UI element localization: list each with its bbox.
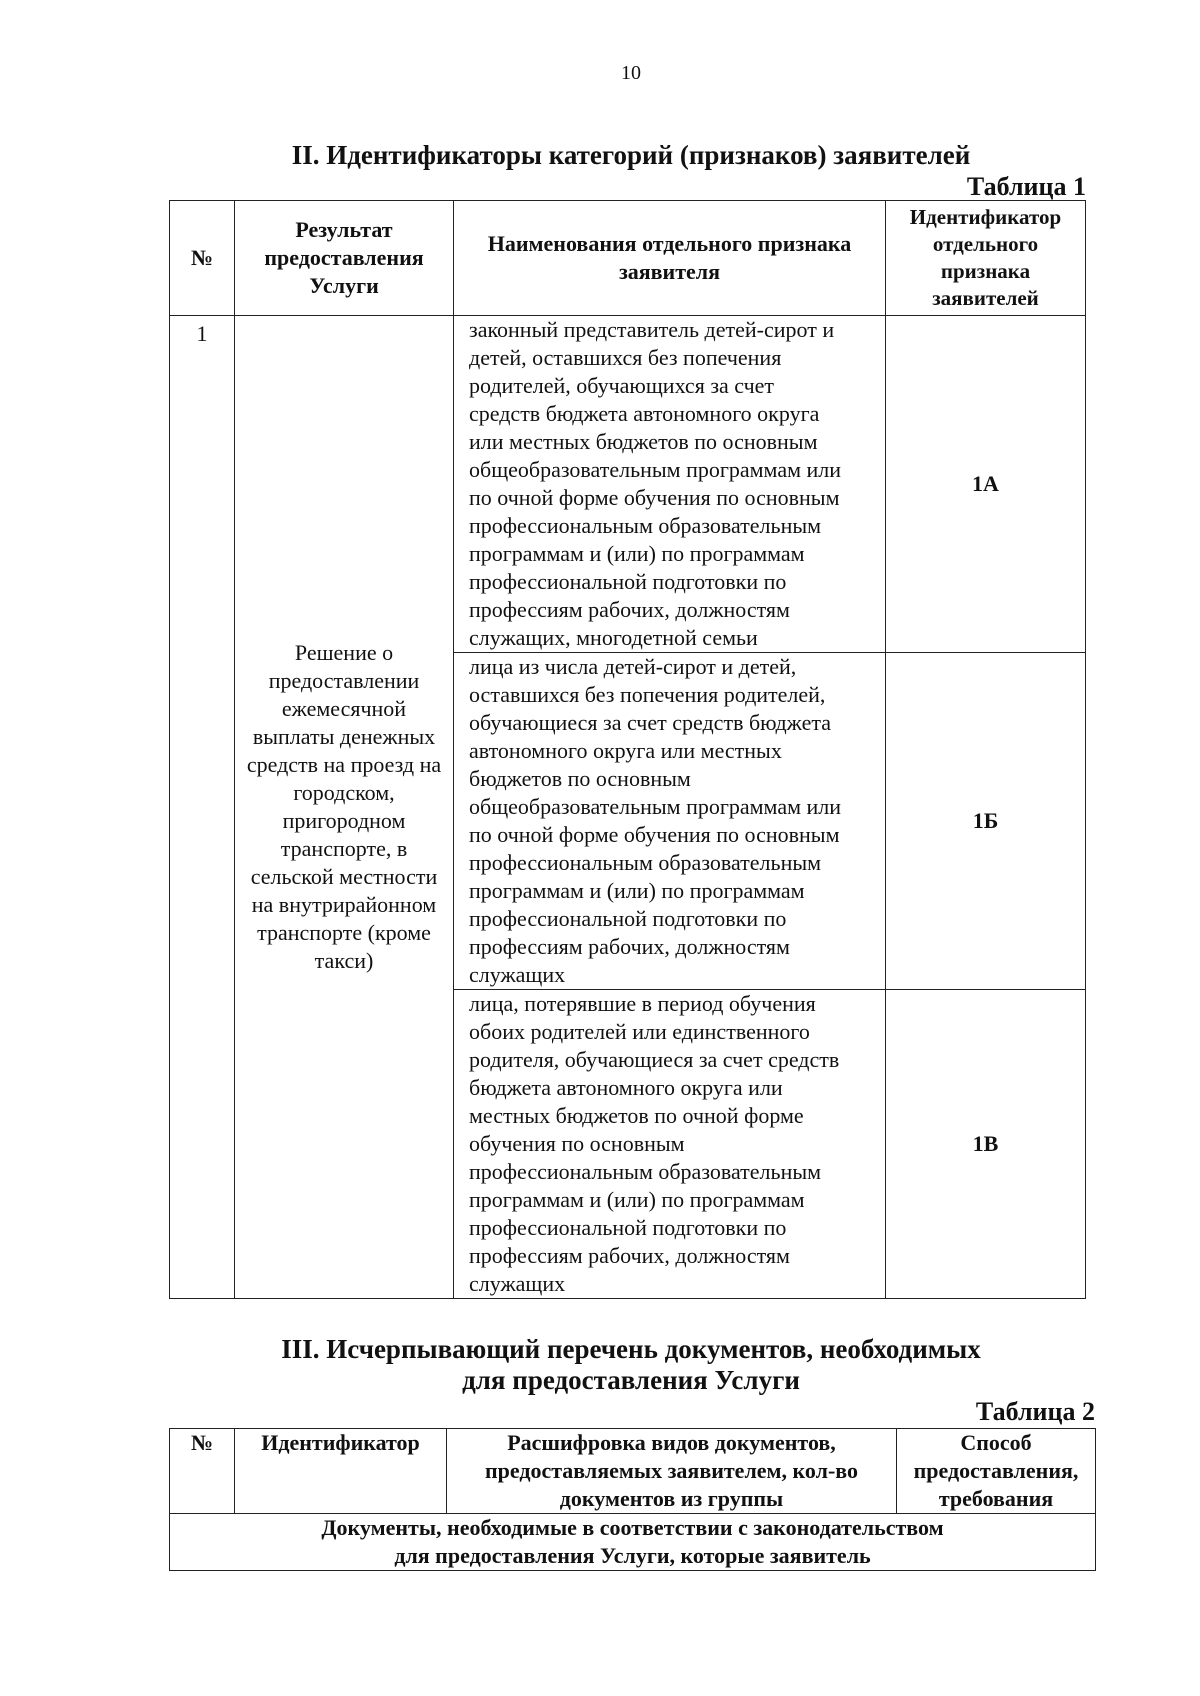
- header-attribute: Наименования отдельного признака заявителя: [454, 201, 886, 316]
- applicant-category-table: [169, 200, 1086, 1299]
- attribute-cell: законный представитель детей-сирот и детей, оставшихся без попечения родителей, обучающихся за счет средств бюджета автономного округа или местных бюджетов по основным общеобразовательным программам или по очной форме обучения по основным профессиональным образовательным программам и (или) по программам профессиональной подготовки по профессиям рабочих, должностям служащих, многодетной семьи: [454, 316, 886, 653]
- table-2-header-row: [170, 1429, 1096, 1514]
- header-num: №: [170, 201, 235, 316]
- page-number: 10: [621, 62, 641, 84]
- section-3-title: III. Исчерпывающий перечень документов, необходимых для предоставления Услуги: [281, 1334, 981, 1395]
- table-2-caption: Таблица 2: [975, 1397, 1095, 1426]
- header-identifier: Идентификатор: [235, 1429, 447, 1514]
- table-1-header-row: [170, 201, 1086, 316]
- attribute-cell: лица из числа детей-сирот и детей, оставшихся без попечения родителей, обучающиеся за счет средств бюджета автономного округа или местных бюджетов по основным общеобразовательным программам или по очной форме обучения по основным профессиональным образовательным программам и (или) по программам профессиональной подготовки по профессиям рабочих, должностям служащих: [454, 653, 886, 990]
- header-num: №: [170, 1429, 235, 1514]
- table-row: [170, 1514, 1096, 1571]
- header-identifier: Идентификатор отдельного признака заявителей: [886, 201, 1086, 316]
- group-heading-cell: Документы, необходимые в соответствии с законодательством для предоставления Услуги, которые заявитель: [170, 1514, 1096, 1571]
- table-row: [170, 316, 1086, 653]
- header-method: Способ предоставления, требования: [897, 1429, 1096, 1514]
- identifier-cell: 1Б: [886, 653, 1086, 990]
- header-description: Расшифровка видов документов, предоставляемых заявителем, кол-во документов из группы: [447, 1429, 897, 1514]
- attribute-cell: лица, потерявшие в период обучения обоих родителей или единственного родителя, обучающиеся за счет средств бюджета автономного округа или местных бюджетов по очной форме обучения по основным профессиональным образовательным программам и (или) по программам профессиональной подготовки по профессиям рабочих, должностям служащих: [454, 990, 886, 1299]
- identifier-cell: 1А: [886, 316, 1086, 653]
- identifier-cell: 1В: [886, 990, 1086, 1299]
- header-result: Результат предоставления Услуги: [235, 201, 454, 316]
- section-2-title: II. Идентификаторы категорий (признаков) заявителей: [291, 140, 971, 170]
- service-result-cell: Решение о предоставлении ежемесячной выплаты денежных средств на проезд на городском, пригородном транспорте, в сельской местности на внутрирайонном транспорте (кроме такси): [235, 316, 454, 1299]
- table-1-caption: Таблица 1: [966, 172, 1086, 201]
- row-number: 1: [170, 316, 235, 1299]
- documents-table: [169, 1428, 1096, 1571]
